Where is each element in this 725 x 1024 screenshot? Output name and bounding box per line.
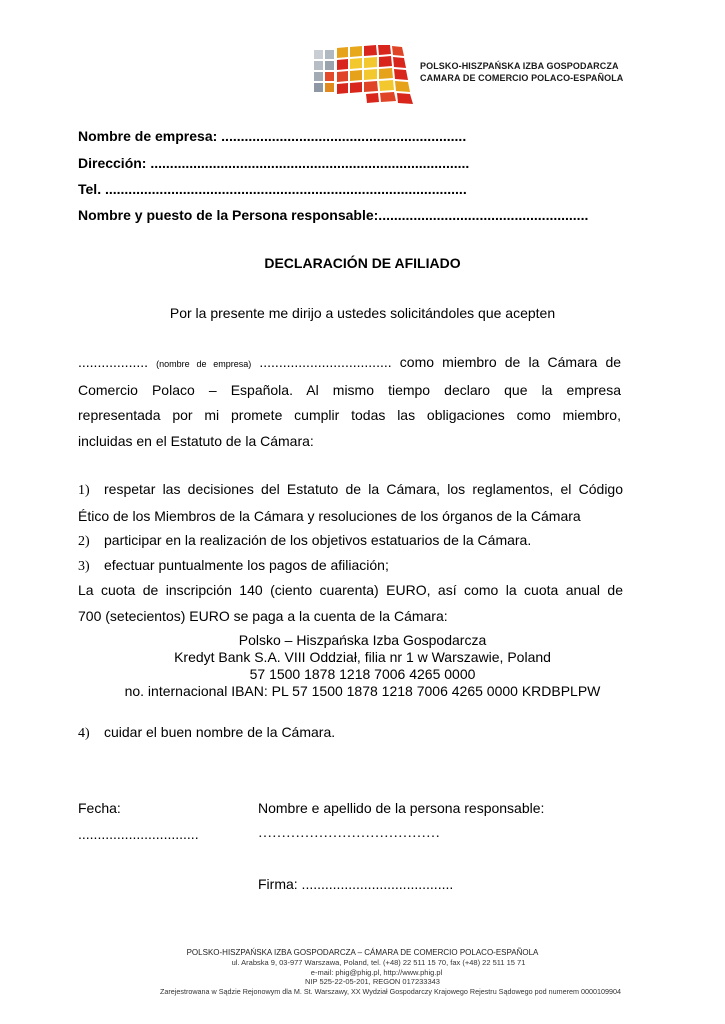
item-3-text: efectuar puntualmente los pagos de afiliación; [104, 557, 389, 573]
intro-sentence: Por la presente me dirijo a ustedes solicitándoles que acepten [169, 305, 556, 321]
paragraph-line-4: incluidas en el Estatuto de la Cámara: [78, 432, 314, 449]
responsible-person-field[interactable]: Nombre y puesto de la Persona responsable:...................................................... [78, 207, 589, 223]
chamber-name-polish: POLSKO-HISZPAŃSKA IZBA GOSPODARCZA [420, 61, 619, 71]
responsible-name-field[interactable]: ………………………………… [258, 826, 440, 841]
company-blank-dots[interactable]: .................. [78, 354, 149, 370]
bank-account-number: 57 1500 1878 1218 7006 4265 0000 [249, 666, 476, 682]
page-footer [0, 948, 725, 997]
item-4-number: 4) [78, 726, 90, 741]
obligation-item-1 [78, 477, 623, 529]
fee-line-1: La cuota de inscripción 140 (ciento cuarenta) EURO, así como la cuota anual de [78, 582, 623, 598]
declaration-paragraph [78, 350, 621, 454]
obligation-item-4 [78, 720, 623, 747]
date-label: Fecha: [78, 800, 121, 816]
item-2-number: 2) [78, 534, 90, 549]
chamber-logo [312, 44, 420, 110]
item-3-number: 3) [78, 559, 90, 574]
bank-account-holder: Polsko – Hiszpańska Izba Gospodarcza [238, 632, 487, 648]
document-title: DECLARACIÓN DE AFILIADO [264, 255, 461, 271]
bank-details [0, 632, 725, 700]
company-name-hint: (nombre de empresa) [156, 359, 252, 369]
paragraph-line-1-end: como miembro de la Cámara de [399, 354, 622, 370]
footer-address: ul. Arabska 9, 03-977 Warszawa, Poland, tel. (+48) 22 511 15 70, fax (+48) 22 511 15 71 [231, 957, 526, 967]
item-1-line-1: respetar las decisiones del Estatuto de la Cámara, los reglamentos, el Código [104, 481, 623, 497]
fee-line-2: 700 (setecientos) EURO se paga a la cuenta de la Cámara: [78, 607, 448, 624]
item-1-number: 1) [78, 483, 90, 498]
obligation-item-2 [78, 528, 623, 555]
date-field[interactable]: ............................... [78, 826, 199, 842]
address-field[interactable]: Dirección: .................................................................................. [78, 155, 470, 171]
obligation-item-3 [78, 553, 623, 580]
paragraph-line-2: Comercio Polaco – Española. Al mismo tiempo declaro que la empresa [78, 381, 621, 398]
phone-field[interactable]: Tel. ............................................................................................. [78, 181, 467, 197]
item-1-line-2: Ético de los Miembros de la Cámara y resoluciones de los órganos de la Cámara [78, 507, 581, 524]
footer-contact: e-mail: phig@phig.pl, http://www.phig.pl [310, 967, 443, 977]
footer-organization: POLSKO-HISZPAŃSKA IZBA GOSPODARCZA – CÁMARA DE COMERCIO POLACO-ESPAÑOLA [186, 948, 539, 957]
bank-iban: no. internacional IBAN: PL 57 1500 1878 1218 7006 4265 0000 KRDBPLPW [124, 683, 601, 699]
paragraph-line-1 [78, 350, 621, 378]
footer-tax-ids: NIP 525-22-05-201, REGON 017233343 [305, 977, 440, 987]
chamber-logo-graphic [312, 44, 420, 110]
company-name-field[interactable]: Nombre de empresa: ............................................................... [78, 128, 467, 144]
fee-paragraph [78, 578, 623, 629]
item-2-text: participar en la realización de los objetivos estatuarios de la Cámara. [104, 532, 532, 548]
paragraph-line-3: representada por mi promete cumplir todas las obligaciones como miembro, [78, 407, 621, 423]
responsible-name-label: Nombre e apellido de la persona responsable: [258, 800, 545, 816]
chamber-name-spanish: CAMARA DE COMERCIO POLACO-ESPAÑOLA [420, 73, 624, 83]
bank-name: Kredyt Bank S.A. VIII Oddział, filia nr 1 w Warszawie, Poland [174, 649, 551, 665]
signature-field[interactable]: Firma: ....................................... [258, 876, 454, 892]
company-blank-dots-2[interactable]: .................................. [259, 354, 392, 370]
footer-registration: Zarejestrowana w Sądzie Rejonowym dla M. St. Warszawy, XX Wydział Gospodarczy Krajowego Rejestru Sądowego pod numerem 0000109904 [160, 987, 621, 997]
item-4-text: cuidar el buen nombre de la Cámara. [104, 724, 336, 740]
chamber-name [420, 60, 623, 84]
